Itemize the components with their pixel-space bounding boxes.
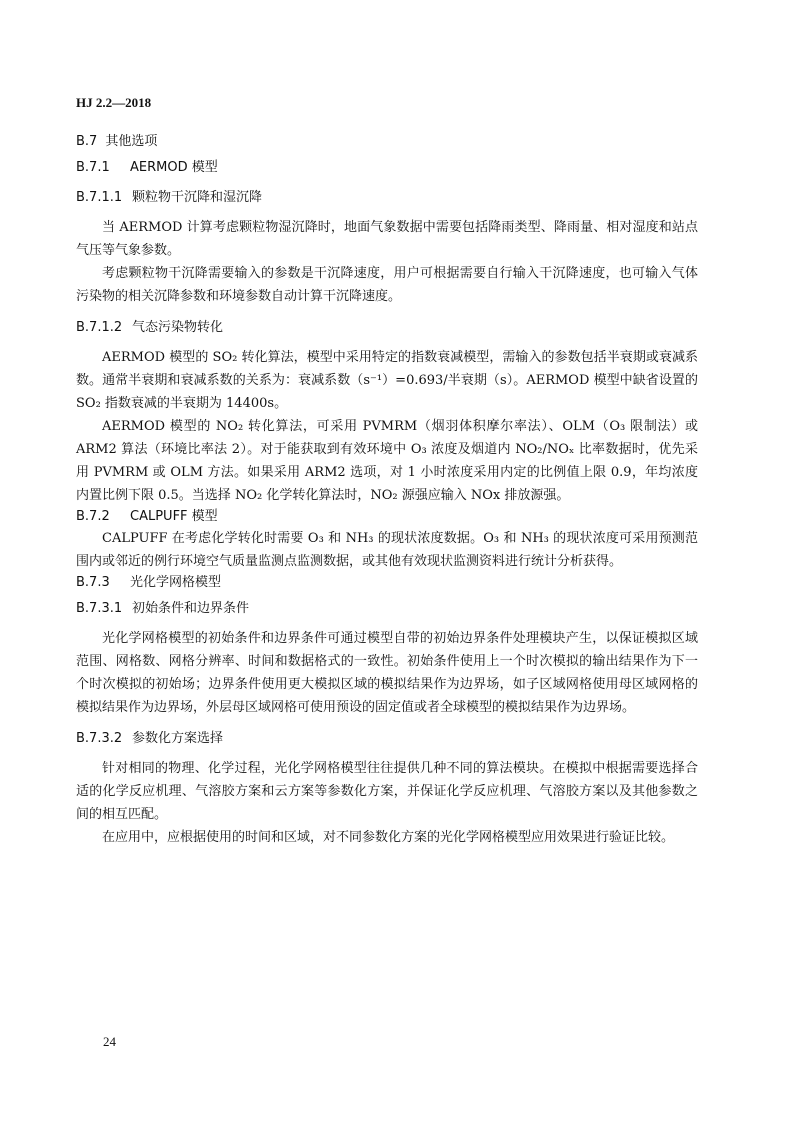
section-title: 参数化方案选择 bbox=[132, 731, 224, 746]
section-title: 颗粒物干沉降和湿沉降 bbox=[132, 190, 263, 205]
section-heading-b7-3 bbox=[76, 573, 698, 593]
section-heading-b7 bbox=[76, 132, 698, 152]
section-number: B.7.2 bbox=[76, 509, 110, 524]
section-heading-b7-3-1 bbox=[76, 599, 698, 619]
section-title: 其他选项 bbox=[105, 134, 158, 149]
section-number: B.7.3.1 bbox=[76, 601, 123, 616]
section-number: B.7.1 bbox=[76, 160, 110, 175]
section-title: 光化学网格模型 bbox=[130, 575, 222, 590]
section-number: B.7.3 bbox=[76, 575, 110, 590]
section-heading-b7-1-1 bbox=[76, 188, 698, 208]
section-number: B.7 bbox=[76, 134, 98, 149]
section-title: 气态污染物转化 bbox=[132, 320, 224, 335]
section-number: B.7.1.2 bbox=[76, 320, 123, 335]
paragraph: CALPUFF 在考虑化学转化时需要 O₃ 和 NH₃ 的现状浓度数据。O₃ 和 NH₃ 的现状浓度可采用预测范围内或邻近的例行环境空气质量监测点监测数据，或其他有效现状监测资料进行统计分析获得。 bbox=[76, 531, 698, 569]
paragraph: 当 AERMOD 计算考虑颗粒物湿沉降时，地面气象数据中需要包括降雨类型、降雨量、相对湿度和站点气压等气象参数。 bbox=[76, 220, 698, 258]
standard-code: HJ 2.2—2018 bbox=[76, 95, 152, 110]
paragraph: 考虑颗粒物干沉降需要输入的参数是干沉降速度，用户可根据需要自行输入干沉降速度，也可输入气体污染物的相关沉降参数和环境参数自动计算干沉降速度。 bbox=[76, 266, 698, 304]
section-heading-b7-2 bbox=[76, 507, 698, 527]
paragraph: AERMOD 模型的 NO₂ 转化算法，可采用 PVMRM（烟羽体积摩尔率法）、OLM（O₃ 限制法）或 ARM2 算法（环境比率法 2）。对于能获取到有效环境中 O₃ 浓度及烟道内 NO₂/NOₓ 比率数据时，优先采用 PVMRM 或 OLM 方法。如果采用 ARM2 选项，对 1 小时浓度采用内定的比例值上限 0.9，年均浓度内置比例下限 0.5。当选择 NO₂ 化学转化算法时，NO₂ 源强应输入 NOx 排放源强。 bbox=[76, 419, 698, 503]
section-number: B.7.3.2 bbox=[76, 731, 123, 746]
section-title: CALPUFF 模型 bbox=[130, 509, 218, 524]
page-number: 24 bbox=[103, 1034, 116, 1049]
section-number: B.7.1.1 bbox=[76, 190, 123, 205]
paragraph: 针对相同的物理、化学过程，光化学网格模型往往提供几种不同的算法模块。在模拟中根据需要选择合适的化学反应机理、气溶胶方案和云方案等参数化方案，并保证化学反应机理、气溶胶方案以及其他参数之间的相互匹配。 bbox=[76, 761, 698, 822]
section-heading-b7-1-2 bbox=[76, 318, 698, 338]
section-heading-b7-1 bbox=[76, 158, 698, 178]
section-heading-b7-3-2 bbox=[76, 729, 698, 749]
section-title: 初始条件和边界条件 bbox=[132, 601, 250, 616]
paragraph: 光化学网格模型的初始条件和边界条件可通过模型自带的初始边界条件处理模块产生，以保证模拟区域范围、网格数、网格分辨率、时间和数据格式的一致性。初始条件使用上一个时次模拟的输出结果作为下一个时次模拟的初始场；边界条件使用更大模拟区域的模拟结果作为边界场，如子区域网格使用母区域网格的模拟结果作为边界场，外层母区域网格可使用预设的固定值或者全球模型的模拟结果作为边界场。 bbox=[76, 631, 698, 715]
paragraph: 在应用中，应根据使用的时间和区域，对不同参数化方案的光化学网格模型应用效果进行验证比较。 bbox=[102, 830, 675, 845]
section-title: AERMOD 模型 bbox=[130, 160, 218, 175]
paragraph: AERMOD 模型的 SO₂ 转化算法，模型中采用特定的指数衰减模型，需输入的参数包括半衰期或衰减系数。通常半衰期和衰减系数的关系为：衰减系数（s⁻¹）=0.693/半衰期（s）。AERMOD 模型中缺省设置的 SO₂ 指数衰减的半衰期为 14400s。 bbox=[76, 350, 698, 411]
document-body bbox=[76, 132, 698, 849]
